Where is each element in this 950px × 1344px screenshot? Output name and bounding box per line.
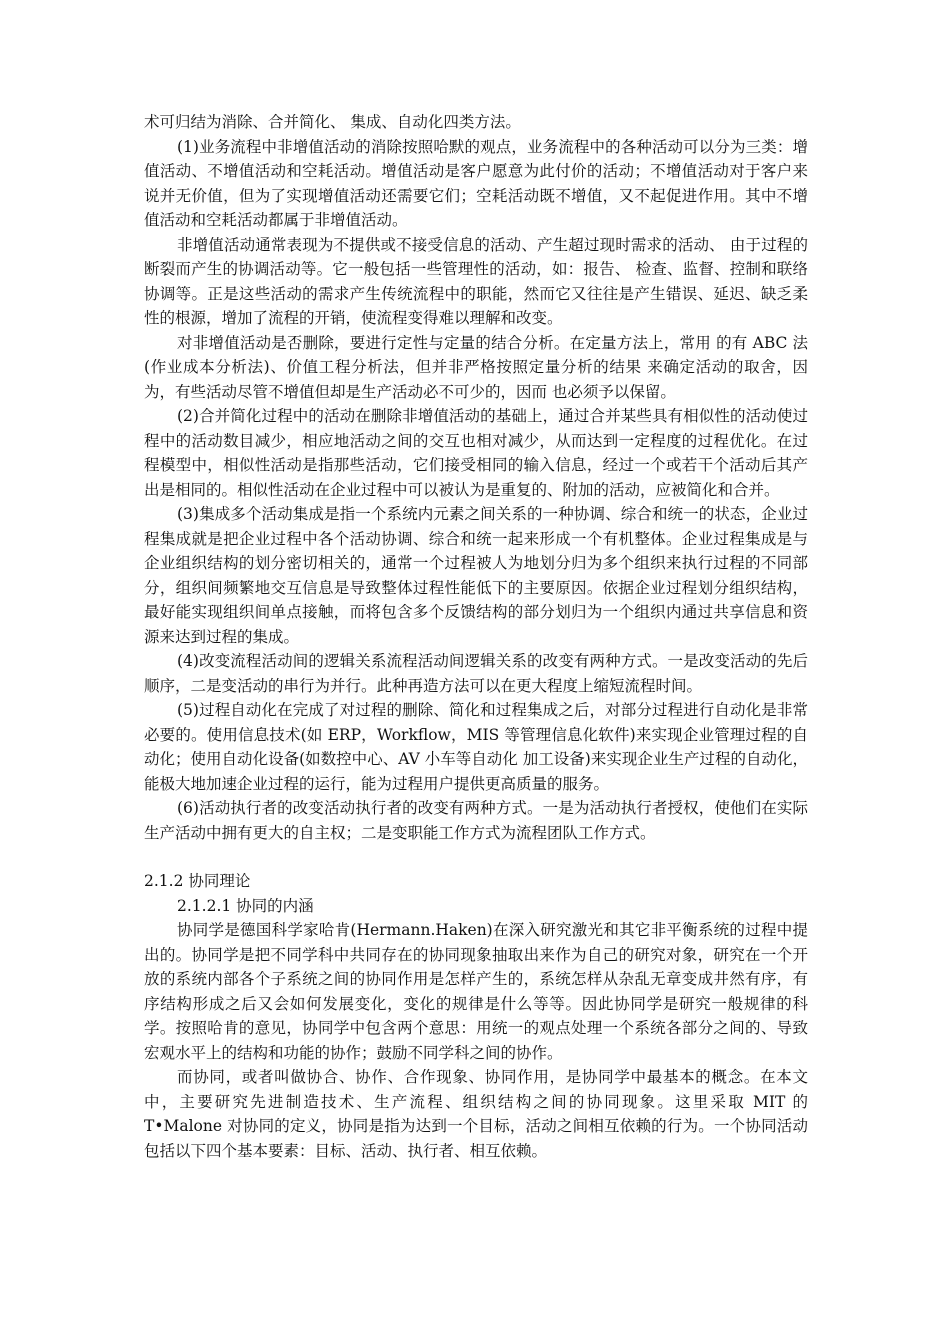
paragraph: 对非增值活动是否删除，要进行定性与定量的结合分析。在定量方法上，常用 的有 ABC 法(作业成本分析法)、价值工程分析法，但并非严格按照定量分析的结果 来确定活动的取舍，因为，有些活动尽管不增值但却是生产活动必不可少的，因而 也必须予以保留。	[144, 333, 808, 401]
document-page	[144, 110, 808, 1163]
paragraph: (5)过程自动化在完成了对过程的删除、简化和过程集成之后，对部分过程进行自动化是非常必要的。使用信息技术(如 ERP，Workflow，MIS 等管理信息化软件)来实现企业管理过程的自动化；使用自动化设备(如数控中心、AV 小车等自动化 加工设备)来实现企业生产过程的自动化，能极大地加速企业过程的运行，能为过程用户提供更高质量的服务。	[144, 701, 808, 793]
paragraph: 而协同，或者叫做协合、协作、合作现象、协同作用，是协同学中最基本的概念。在本文中，主要研究先进制造技术、生产流程、组织结构之间的协同现象。这里采取 MIT 的 T•Malone 对协同的定义，协同是指为达到一个目标，活动之间相互依赖的行为。一个协同活动包括以下四个基本要素：目标、活动、执行者、相互依赖。	[144, 1068, 808, 1160]
paragraph: (6)活动执行者的改变活动执行者的改变有两种方式。一是为活动执行者授权，使他们在实际生产活动中拥有更大的自主权；二是变职能工作方式为流程团队工作方式。	[144, 799, 808, 842]
paragraph: (3)集成多个活动集成是指一个系统内元素之间关系的一种协调、综合和统一的状态，企业过程集成就是把企业过程中各个活动协调、综合和统一起来形成一个有机整体。企业过程集成是与企业组织结构的划分密切相关的，通常一个过程被人为地划分归为多个组织来执行过程的不同部分，组织间频繁地交互信息是导致整体过程性能低下的主要原因。依据企业过程划分组织结构，最好能实现组织间单点接触，而将包含多个反馈结构的部分划归为一个组织内通过共享信息和资源来达到过程的集成。	[144, 505, 808, 646]
paragraph: (4)改变流程活动间的逻辑关系流程活动间逻辑关系的改变有两种方式。一是改变活动的先后顺序，二是变活动的串行为并行。此种再造方法可以在更大程度上缩短流程时间。	[144, 652, 808, 695]
section-gap	[144, 845, 808, 869]
paragraph: 非增值活动通常表现为不提供或不接受信息的活动、产生超过现时需求的活动、 由于过程的断裂而产生的协调活动等。它一般包括一些管理性的活动，如：报告、 检查、监督、控制和联络协调等。正是这些活动的需求产生传统流程中的职能，然而它又往往是产生错误、延迟、缺乏柔性的根源，增加了流程的开销，使流程变得难以理解和改变。	[144, 235, 808, 327]
subsection-heading: 2.1.2.1 协同的内涵	[177, 896, 314, 915]
section-heading: 2.1.2 协同理论	[144, 872, 251, 890]
paragraph: 协同学是德国科学家哈肯(Hermann.Haken)在深入研究激光和其它非平衡系统的过程中提出的。协同学是把不同学科中共同存在的协同现象抽取出来作为自己的研究对象，研究在一个开放的系统内部各个子系统之间的协同作用是怎样产生的，系统怎样从杂乱无章变成井然有序，有序结构形成之后又会如何发展变化，变化的规律是什么等等。因此协同学是研究一般规律的科学。按照哈肯的意见，协同学中包含两个意思：用统一的观点处理一个系统各部分之间的、导致宏观水平上的结构和功能的协作；鼓励不同学科之间的协作。	[144, 921, 808, 1062]
paragraph: (2)合并简化过程中的活动在删除非增值活动的基础上，通过合并某些具有相似性的活动使过程中的活动数目减少，相应地活动之间的交互也相对减少，从而达到一定程度的过程优化。在过程模型中，相似性活动是指那些活动，它们接受相同的输入信息，经过一个或若干个活动后其产出是相同的。相似性活动在企业过程中可以被认为是重复的、附加的活动，应被简化和合并。	[144, 407, 808, 499]
paragraph: (1)业务流程中非增值活动的消除按照哈默的观点，业务流程中的各种活动可以分为三类：增值活动、不增值活动和空耗活动。增值活动是客户愿意为此付价的活动；不增值活动对于客户来说并无价值，但为了实现增值活动还需要它们；空耗活动既不增值，又不起促进作用。其中不增值活动和空耗活动都属于非增值活动。	[144, 137, 808, 229]
paragraph: 术可归结为消除、合并简化、 集成、自动化四类方法。	[144, 113, 521, 131]
